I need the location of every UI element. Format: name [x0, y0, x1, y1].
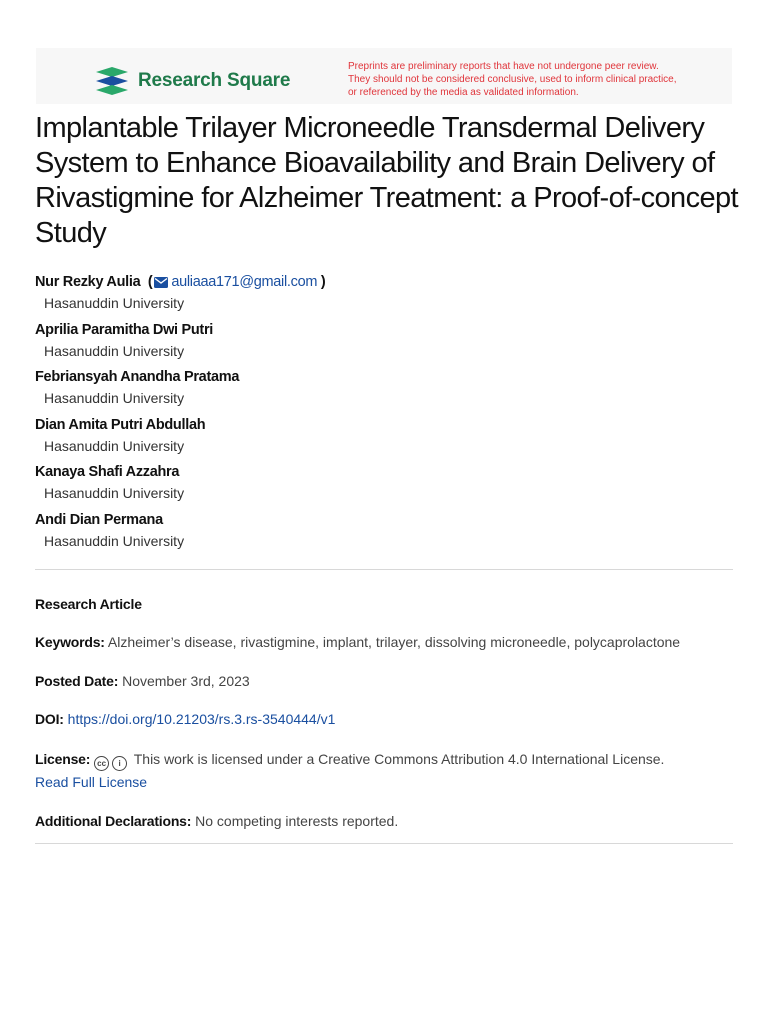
declarations-row	[35, 810, 735, 832]
author-entry	[35, 272, 735, 320]
author-name: Andi Dian Permana	[35, 511, 163, 528]
posted-date-label: Posted Date:	[35, 673, 119, 689]
notice-line: Preprints are preliminary reports that have not undergone peer review.	[348, 61, 659, 72]
posted-date-row	[35, 670, 735, 692]
author-affiliation: Hasanuddin University	[44, 295, 185, 311]
author-name: Febriansyah Anandha Pratama	[35, 369, 240, 385]
author-entry	[35, 367, 735, 415]
read-full-license-link[interactable]: Read Full License	[35, 774, 148, 790]
notice-line: They should not be considered conclusive, used to inform clinical practice,	[348, 74, 677, 85]
keywords-row	[35, 631, 735, 653]
research-square-logo-icon	[94, 66, 130, 96]
keywords-label: Keywords:	[35, 634, 105, 650]
email-open-paren: (	[144, 274, 153, 290]
doi-label: DOI:	[35, 711, 64, 727]
declarations-value: No competing interests reported.	[195, 813, 399, 829]
author-email-link[interactable]: auliaaa171@gmail.com	[171, 274, 318, 290]
author-name: Dian Amita Putri Abdullah	[35, 416, 206, 433]
attribution-icon: i	[112, 756, 127, 771]
author-entry	[35, 510, 735, 558]
brand-name: Research Square	[138, 70, 291, 91]
keywords-value: Alzheimer’s disease, rivastigmine, implant, trilayer, dissolving microneedle, polycaprolactone	[107, 634, 681, 650]
divider	[35, 843, 733, 844]
author-name: Nur Rezky Aulia	[35, 274, 141, 290]
divider	[35, 569, 733, 570]
article-type	[35, 593, 735, 615]
article-type-label: Research Article	[35, 596, 142, 612]
notice-line: or referenced by the media as validated information.	[348, 87, 579, 98]
license-text: This work is licensed under a Creative Commons Attribution 4.0 International License.	[133, 751, 665, 767]
author-name: Kanaya Shafi Azzahra	[35, 464, 180, 480]
declarations-label: Additional Declarations:	[35, 813, 192, 829]
doi-row	[35, 708, 735, 730]
author-entry	[35, 462, 735, 510]
research-square-logo[interactable]	[94, 66, 290, 96]
posted-date-value: November 3rd, 2023	[122, 673, 250, 689]
envelope-icon	[154, 277, 168, 288]
license-row	[35, 748, 735, 793]
author-entry	[35, 415, 735, 463]
email-close-paren: )	[317, 274, 326, 290]
author-affiliation: Hasanuddin University	[44, 485, 185, 501]
author-affiliation: Hasanuddin University	[44, 532, 185, 549]
author-list	[35, 272, 735, 557]
preprint-notice	[348, 60, 708, 99]
paper-title: Implantable Trilayer Microneedle Transdermal Delivery System to Enhance Bioavailability and Brain Delivery of Rivastigmine for Alzheimer Treatment: a Proof-of-concept Study	[35, 112, 738, 249]
author-affiliation: Hasanuddin University	[44, 437, 185, 454]
creative-commons-icon: cc	[94, 756, 109, 771]
author-affiliation: Hasanuddin University	[44, 390, 185, 406]
author-affiliation: Hasanuddin University	[44, 342, 185, 359]
author-entry	[35, 320, 735, 368]
doi-link[interactable]: https://doi.org/10.21203/rs.3.rs-3540444/v1	[67, 711, 336, 727]
license-label: License:	[35, 751, 91, 767]
author-name: Aprilia Paramitha Dwi Putri	[35, 321, 214, 338]
